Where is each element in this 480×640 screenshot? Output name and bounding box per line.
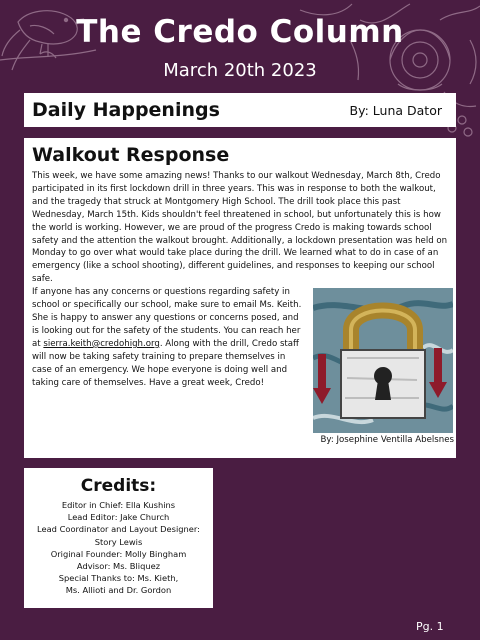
page-number: Pg. 1 — [416, 620, 444, 633]
credits-line: Advisor: Ms. Bliquez — [76, 561, 161, 572]
section-name: Daily Happenings — [32, 99, 220, 121]
newspaper-title: The Credo Column — [76, 14, 404, 50]
credits-line: Lead Editor: Jake Church — [67, 512, 170, 523]
credits-title: Credits: — [80, 476, 157, 496]
credits-panel — [24, 468, 213, 608]
email-link[interactable]: sierra.keith@credohigh.org — [43, 338, 160, 349]
article-photo — [313, 288, 453, 433]
paragraph-2-text-start: If anyone has any concerns or questions regarding safety in school or specifically our school, make sure to email Ms. Keith. She is happy to answer any questions or concerns posed, and is looking out for the safety of the students. You can reach her at — [32, 287, 302, 349]
photo-credit: By: Josephine Ventilla Abelsnes — [320, 435, 454, 445]
section-byline: By: Luna Dator — [349, 102, 442, 118]
credits-line: Ms. Allioti and Dr. Gordon — [65, 585, 172, 596]
padlock-artwork-icon — [313, 288, 453, 433]
credits-line: Story Lewis — [94, 536, 143, 547]
article-paragraph-2 — [32, 286, 304, 389]
article-paragraph-1: This week, we have some amazing news! Thanks to our walkout Wednesday, March 8th, Credo participated in its first lockdown drill in three years. This was in response to both the walkout, and the tragedy that struck at Montgomery High School. The drill took place this past Wednesday, March 15th. Kids shouldn't feel threatened in school, but unfortunately this is how the world is working. However, we are proud of the progress Credo is making towards school safety and the attention the walkout brought. Additionally, a lockdown presentation was held on Monday to go over what would take place during the drill. We learned what to do in case of an emergency (like a school shooting), different guidelines, and responses to keeping our school safe. — [32, 171, 448, 285]
paragraph-2-text-end: . Along with the drill, Credo staff will now be taking safety training to prepare themselves in case of an emergency. We hope everyone is doing well and taking care of themselves. Have a great week, Credo! — [32, 338, 299, 388]
article-headline: Walkout Response — [32, 144, 230, 166]
section-header — [24, 93, 456, 127]
article-panel — [24, 138, 456, 458]
credits-line: Editor in Chief: Ella Kushins — [61, 500, 176, 510]
credits-line: Special Thanks to: Ms. Kieth, — [58, 573, 179, 584]
article-lower — [32, 286, 448, 389]
credits-line: Lead Coordinator and Layout Designer: — [37, 524, 200, 535]
issue-date: March 20th 2023 — [163, 60, 317, 81]
credits-line: Original Founder: Molly Bingham — [50, 548, 187, 559]
